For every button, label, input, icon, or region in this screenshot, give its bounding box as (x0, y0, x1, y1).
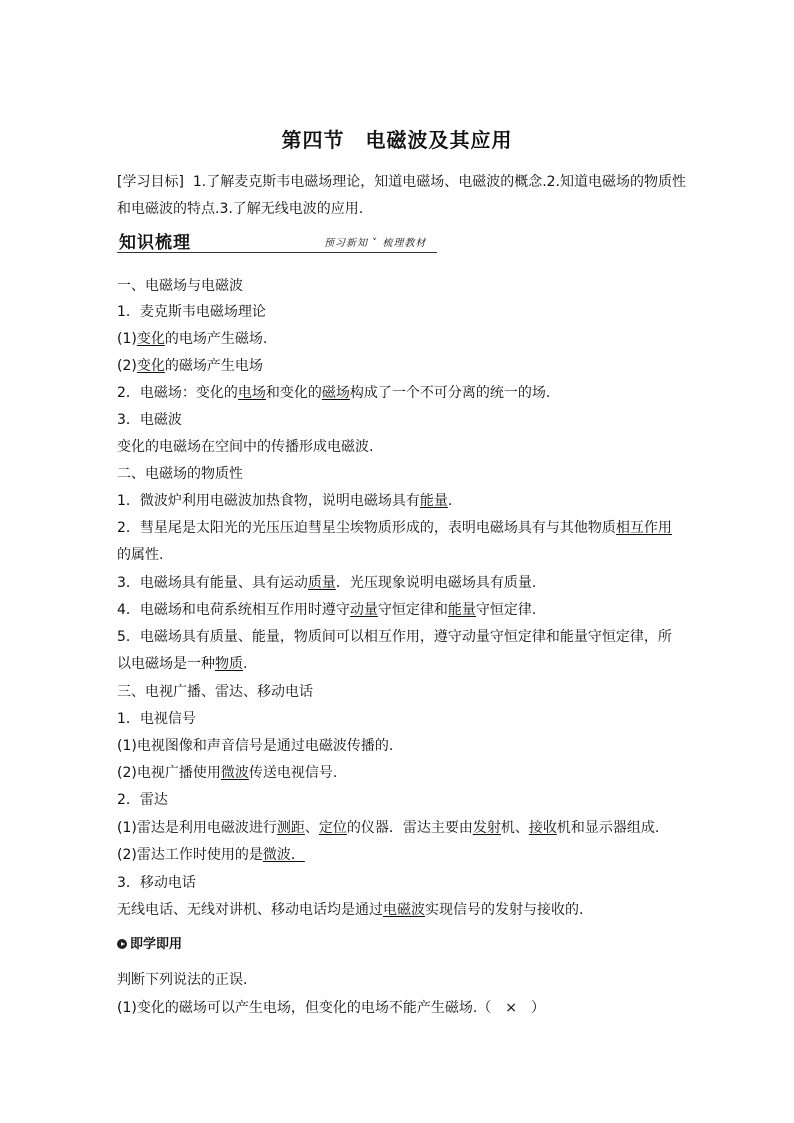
s1-item-3: 3．电磁波 (117, 412, 182, 428)
s2-item-1: 1．微波炉利用电磁波加热食物，说明电磁场具有能量. (117, 493, 453, 509)
s3-item-3-text: 无线电话、无线对讲机、移动电话均是通过电磁波实现信号的发射与接收的. (117, 902, 584, 918)
learning-objectives-line2: 和电磁波的特点.3.了解无线电波的应用. (117, 201, 364, 217)
page-title: 第四节 电磁波及其应用 (281, 128, 513, 152)
s1-heading: 一、电磁场与电磁波 (117, 278, 243, 294)
section-header-subtitle: 预习新知 ˅ 梳理教材 (324, 238, 427, 249)
s3-item-2a: (1)雷达是利用电磁波进行测距、定位的仪器．雷达主要由发射机、接收机和显示器组成. (117, 820, 660, 836)
s2-item-5: 5．电磁场具有质量、能量，物质间可以相互作用，遵守动量守恒定律和能量守恒定律，所以电磁场是一种物质. (117, 629, 672, 672)
section-header-title: 知识梳理 (119, 233, 191, 253)
practice-question-1: (1)变化的磁场可以产生电场，但变化的电场不能产生磁场.（ × ） (117, 1000, 546, 1016)
practice-intro: 判断下列说法的正误. (117, 972, 248, 988)
s3-heading: 三、电视广播、雷达、移动电话 (117, 684, 313, 700)
s1-item-1b: (2)变化的磁场产生电场 (117, 358, 263, 374)
s3-item-1: 1．电视信号 (117, 711, 196, 727)
s3-item-2b: (2)雷达工作时使用的是微波． (117, 847, 305, 863)
s2-heading: 二、电磁场的物质性 (117, 466, 243, 482)
s1-item-1: 1．麦克斯韦电磁场理论 (117, 304, 266, 320)
play-circle-icon (117, 939, 127, 949)
section-header-rule (117, 252, 437, 253)
s2-item-2: 2．彗星尾是太阳光的光压压迫彗星尘埃物质形成的，表明电磁场具有与其他物质相互作用的属性. (117, 520, 672, 563)
objectives-text-1: 1.了解麦克斯韦电磁场理论，知道电磁场、电磁波的概念.2.知道电磁场的物质性 (192, 174, 687, 190)
s2-item-4: 4．电磁场和电荷系统相互作用时遵守动量守恒定律和能量守恒定律. (117, 602, 537, 618)
s3-item-2: 2．雷达 (117, 792, 168, 808)
practice-heading: 即学即用 (117, 935, 182, 955)
s3-item-3: 3．移动电话 (117, 875, 196, 891)
learning-objectives-line1 (117, 172, 686, 192)
s1-item-1a: (1)变化的电场产生磁场. (117, 331, 268, 347)
s3-item-1a: (1)电视图像和声音信号是通过电磁波传播的. (117, 738, 394, 754)
s3-item-1b: (2)电视广播使用微波传送电视信号. (117, 765, 338, 781)
section-header-bar (117, 226, 437, 256)
objectives-prefix: [学习目标] (117, 174, 184, 190)
s2-item-3: 3．电磁场具有能量、具有运动质量．光压现象说明电磁场具有质量. (117, 575, 537, 591)
s1-item-2: 2．电磁场：变化的电场和变化的磁场构成了一个不可分离的统一的场. (117, 385, 551, 401)
section-header-check: ˅ (368, 238, 383, 249)
s1-item-3-text: 变化的电磁场在空间中的传播形成电磁波. (117, 439, 374, 455)
